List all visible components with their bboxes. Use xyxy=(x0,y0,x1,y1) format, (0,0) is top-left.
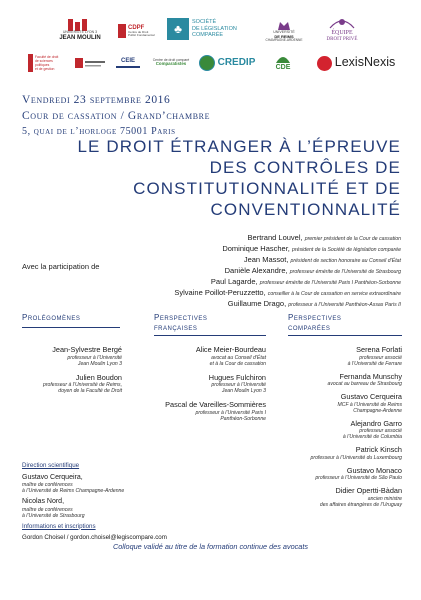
strasbourg-mark-icon xyxy=(28,54,33,72)
participant-name: Danièle Alexandre, xyxy=(224,266,288,275)
ceie-title: CEIE xyxy=(120,57,135,64)
cde-leaf-icon xyxy=(274,54,292,64)
speaker-entry xyxy=(288,393,402,414)
speaker-name: Gustavo Monaco xyxy=(346,465,402,475)
participant-name: Sylvaine Poillot-Peruzzetto, xyxy=(174,288,266,297)
speaker-entry xyxy=(140,346,266,367)
participant-row xyxy=(101,266,401,277)
participant-role: professeur émérite de l’Université de Strasbourg xyxy=(289,269,401,275)
director-entry xyxy=(22,474,167,495)
title-line: LE DROIT ÉTRANGER À L’ÉPREUVE xyxy=(77,137,401,156)
cdpf-title: CDPF xyxy=(128,24,145,31)
speaker-name: Didier Opertti-Bàdan xyxy=(335,486,402,495)
participant-role: président de la Société de législation comparée xyxy=(291,247,401,253)
slc-tree-icon: ♣ xyxy=(167,18,189,40)
event-info xyxy=(22,92,210,140)
cdpf-mark-icon xyxy=(118,24,126,38)
speaker-entry xyxy=(288,420,402,441)
event-date: Vendredi 23 septembre 2016 xyxy=(22,94,171,106)
speaker-role: professeur à l’Université de Reims, xyxy=(43,382,122,388)
slc-line1: SOCIÉTÉ xyxy=(192,19,217,26)
section-prolegomenes-underline xyxy=(22,327,120,328)
logo-ceie xyxy=(112,53,144,73)
speaker-name: Fernanda Munschy xyxy=(339,371,402,381)
equipe-ornament-icon xyxy=(328,16,356,30)
speaker-entry xyxy=(22,374,122,395)
logo-slc xyxy=(167,14,247,44)
speaker-role: Jean Moulin Lyon 3 xyxy=(77,360,122,367)
section-comparees-heading xyxy=(288,313,341,333)
logo-reims xyxy=(262,14,306,48)
lexisnexis-sphere-icon xyxy=(317,56,332,71)
section-francaises-heading xyxy=(154,313,207,333)
speaker-role: professeur à l’Université du Luxembourg xyxy=(310,454,402,461)
participant-row xyxy=(101,233,401,244)
speaker-role: professeur à l’Université de São Paulo xyxy=(315,475,402,481)
section-comparees-underline xyxy=(288,335,402,336)
section-prolegomenes-label: Prolégomènes xyxy=(22,313,81,322)
speaker-name: Alejandro Garro xyxy=(350,418,402,428)
director-role: à l’Université de Strasbourg xyxy=(22,512,85,519)
speaker-name: Pascal de Vareilles-Sommières xyxy=(165,400,266,409)
speaker-role: professeur associé xyxy=(359,354,402,361)
participant-name: Bertrand Louvel, xyxy=(247,233,303,242)
director-name: Gustavo Cerqueira, xyxy=(22,473,83,481)
logo-comparatistes xyxy=(150,53,192,73)
participant-name: Paul Lagarde, xyxy=(210,277,258,286)
credip-globe-icon xyxy=(199,55,215,71)
participant-row xyxy=(101,244,401,255)
accreditation-note: Colloque validé au titre de la formation continue des avocats xyxy=(112,542,309,551)
speaker-role: professeur à l’Université xyxy=(211,382,266,388)
participant-role: conseiller à la Cour de cassation en service extraordinaire xyxy=(267,291,401,297)
speaker-role: avocat au Conseil d’État xyxy=(211,354,266,361)
participant-role: président de section honoraire au Conseil d’État xyxy=(290,258,401,264)
logo-cde xyxy=(266,52,300,74)
speaker-role: et à la Cour de cassation xyxy=(209,360,266,367)
section-comparees-label-2: comparées xyxy=(288,323,331,332)
reims-line2: DE REIMS xyxy=(274,34,294,40)
section-comparees-label-1: Perspectives xyxy=(288,313,342,322)
participant-name: Dominique Hascher, xyxy=(222,244,290,253)
speaker-name: Jean-Sylvestre Bergé xyxy=(52,345,122,354)
direction-header: Direction scientifique xyxy=(22,462,80,469)
logo-cdpf xyxy=(118,18,156,44)
equipe-line1: ÉQUIPE xyxy=(331,30,353,37)
participant-role: professeur à l’Université Panthéon-Assas Paris II xyxy=(288,302,401,308)
participant-role: premier président de la Cour de cassation xyxy=(304,236,401,242)
jean-moulin-title: JEAN MOULIN xyxy=(59,34,101,41)
speaker-entry xyxy=(288,487,402,508)
cdpf-subtitle: Centre de Droit Public Fondamental xyxy=(128,30,155,38)
contact-email[interactable]: Gordon Choisel / gordon.choisel@legiscompare.com xyxy=(22,534,167,541)
section-francaises-label-1: Perspectives xyxy=(154,313,208,322)
speaker-entry xyxy=(288,467,402,482)
participant-row xyxy=(101,288,401,299)
participant-role: professeur émérite de l’Université Paris I Panthéon-Sorbonne xyxy=(259,280,401,286)
speaker-role: professeur associé xyxy=(359,428,402,434)
speaker-entry xyxy=(288,346,402,367)
participation-label: Avec la participation de xyxy=(22,262,100,271)
speaker-entry xyxy=(288,446,402,461)
comparees-speakers xyxy=(288,346,402,508)
reims-line3: CHAMPAGNE-ARDENNE xyxy=(265,38,303,43)
francaises-speakers xyxy=(140,346,266,429)
director-role: maître de conférences xyxy=(22,482,73,488)
director-role: maître de conférences xyxy=(22,506,73,513)
participants-list xyxy=(101,233,401,310)
director-role: à l’Université de Reims Champagne-Ardenne xyxy=(22,488,125,494)
speaker-name: Hugues Fulchiron xyxy=(208,372,266,382)
director-entry xyxy=(22,498,167,519)
lexisnexis-title: LexisNexis xyxy=(334,55,396,70)
participant-name: Jean Massot, xyxy=(243,255,289,264)
participant-row xyxy=(101,299,401,310)
logo-lexisnexis xyxy=(304,52,408,74)
slc-line2: DE LÉGISLATION xyxy=(192,25,237,32)
jean-moulin-subtitle: UNIVERSITÉ LYON 3 xyxy=(62,30,98,35)
universite-strasbourg-icon xyxy=(75,56,105,70)
section-francaises-label-2: françaises xyxy=(154,323,198,332)
speaker-entry xyxy=(288,373,402,388)
speaker-role: Jean Moulin Lyon 3 xyxy=(221,388,266,394)
scientific-direction xyxy=(22,462,167,543)
section-prolegomenes-heading xyxy=(22,313,80,323)
speaker-role: professeur à l’Université xyxy=(67,354,122,361)
prolegomenes-speakers xyxy=(22,346,122,401)
colloquium-title xyxy=(21,136,401,220)
speaker-role: Champagne-Ardenne xyxy=(353,407,402,414)
section-francaises-underline xyxy=(154,335,266,336)
speaker-role: avocat au barreau de Strasbourg xyxy=(327,381,402,387)
equipe-line2: DROIT PRIVÉ xyxy=(326,36,358,42)
logo-universite-strasbourg xyxy=(74,55,106,71)
event-venue: Cour de cassation / Grand’chambre xyxy=(22,110,211,122)
speaker-name: Alice Meier-Bourdeau xyxy=(195,345,266,354)
participant-row xyxy=(101,277,401,288)
speaker-role: à l’Université de Ferrare xyxy=(347,360,402,367)
slc-line3: COMPARÉE xyxy=(192,32,224,39)
speaker-name: Patrick Kinsch xyxy=(355,445,402,454)
comparatistes-line2: Comparatistes xyxy=(155,61,187,67)
speaker-name: Julien Boudon xyxy=(75,372,122,382)
reims-line1: UNIVERSITÉ xyxy=(273,30,295,35)
credip-title: CREDIP xyxy=(217,56,256,68)
logo-strasbourg-faculty xyxy=(28,52,68,74)
partner-logos xyxy=(0,0,421,78)
ceie-underline-icon xyxy=(116,66,140,68)
logo-jean-moulin xyxy=(52,14,108,46)
speaker-name: Serena Forlati xyxy=(356,345,402,354)
comparatistes-line1: Centre de droit comparé xyxy=(152,57,190,62)
event-address: 5, quai de l’horloge 75001 Paris xyxy=(22,126,176,137)
speaker-role: professeur à l’Université Paris I xyxy=(195,409,266,416)
participant-row xyxy=(101,255,401,266)
logo-equipe xyxy=(318,12,366,46)
speaker-role: à l’Université de Columbia xyxy=(342,434,402,440)
cde-title: CDE xyxy=(275,64,291,72)
director-name: Nicolas Nord, xyxy=(22,498,65,505)
participant-name: Guillaume Drago, xyxy=(227,299,287,308)
info-header: Informations et inscriptions xyxy=(22,522,96,530)
strasbourg-line2: de sciences politiques xyxy=(34,58,53,67)
speaker-entry xyxy=(22,346,122,367)
speaker-entry xyxy=(140,374,266,395)
title-line: CONVENTIONNALITÉ xyxy=(210,200,401,219)
speaker-role: doyen de la Faculté de Droit xyxy=(58,388,122,394)
speaker-entry xyxy=(140,401,266,422)
speaker-name: Gustavo Cerqueira xyxy=(340,392,402,401)
speaker-role: des affaires étrangères de l’Uruguay xyxy=(319,501,402,508)
title-line: CONSTITUTIONNALITÉ ET DE xyxy=(133,179,401,198)
speaker-role: Panthéon-Sorbonne xyxy=(220,415,266,422)
strasbourg-line3: et de gestion xyxy=(34,67,55,72)
title-line: DES CONTRÔLES DE xyxy=(209,158,401,177)
speaker-role: ancien ministre xyxy=(367,495,402,502)
strasbourg-line1: Faculté de droit xyxy=(34,54,59,59)
logo-credip xyxy=(197,52,257,74)
speaker-role: MCF à l’Université de Reims xyxy=(337,401,402,408)
